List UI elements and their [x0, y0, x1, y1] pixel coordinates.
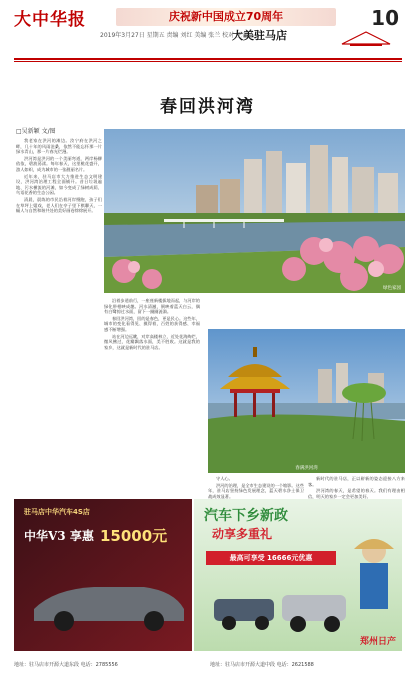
page-number: 10 — [371, 6, 399, 30]
pavilion-icon — [338, 28, 394, 48]
paragraph: 我老家在洪河的滩边。汝宁府在洪河之畔，几十年的风雨沧桑，依然不能忘怀那一片绿水青山，那一片春光烂漫。 — [16, 138, 102, 155]
photo1-caption: 绿色家园 — [383, 286, 401, 291]
newspaper-logo: 大中华报 — [14, 10, 86, 30]
ad-left-slogan: 中华V3 享惠 — [24, 529, 94, 543]
paragraph: 近年来，驻马店市大力推进生态文明建设，洪河湾治理工程全面铺开。昔日垃圾遍地、污水横流的河滩，如今变成了绿树成荫、鸟语花香的生态公园。 — [16, 173, 102, 196]
dateline: 2019年3月27日 星期五 责编 刘红 美编 张兰 校对 王菲 — [100, 32, 249, 39]
ad-brand: 郑州日产 — [359, 637, 396, 647]
paragraph: 洪河的治理，是全市生态建设的一个缩影。这些年，驻马店坚持绿色发展理念，蓝天碧水净土保卫战成效显著。 — [208, 482, 304, 499]
ad-left-dealer: 驻马店中华汽车4S店 — [24, 508, 90, 516]
paragraph: 新时代的驻马店，正以崭新的姿态迎接八方来客。 — [308, 476, 405, 487]
ad-footer — [14, 661, 402, 668]
header-rule — [14, 58, 402, 60]
paragraph: 清晨，晨练的市民沿着河岸慢跑，孩子们在草坪上嬉戏，老人们在亭子里下棋聊天，一幅人与自然和谐共处的美好画卷徐徐展开。 — [16, 196, 102, 214]
paragraph: 洪河湾的春天，是希望的春天。我们有理由相信，明天的家乡一定会更加美好。 — [308, 488, 405, 499]
ad-left-price: 15000元 — [100, 527, 168, 545]
article-byline: □吴新颖 文/图 — [16, 128, 56, 135]
footer-left: 地址：驻马店市开源大道东段 电话：2785556 — [14, 662, 118, 668]
paragraph: 站在河边远眺，对岸高楼林立，近处花海绚烂，微风拂过，花瓣飘落水面，美不胜收。这就是我的家乡，这就是新时代的驻马店。 — [104, 333, 200, 350]
ad-right-offer: 最高可享受 16666元优惠 — [206, 551, 336, 565]
article-column-2 — [104, 298, 200, 494]
anniversary-banner: 庆祝新中国成立70周年 — [116, 8, 336, 26]
article-title: 春回洪河湾 — [160, 97, 255, 117]
article-column-5 — [308, 476, 405, 499]
paragraph: 洪河湾是洪河的一个美丽弯道，两岸杨柳依依，碧波荡漾。每年春天，这里桃花盛开，游人如织，成为城市的一张靓丽名片。 — [16, 155, 102, 172]
section-title: 大美驻马店 — [232, 29, 287, 42]
article-column-1 — [16, 138, 102, 494]
paragraph: 春回洪河湾，回的是春色，更是民心。这些年，城市的变化看得见、摸得着，百姓的获得感、幸福感不断增强。 — [104, 315, 200, 332]
pavilion-photo — [208, 329, 405, 473]
masthead — [0, 0, 415, 60]
paragraph: 沿着步道前行，一座座新楼拔地而起，与河岸的绿化带相映成趣。河水清澈，倒映着蓝天白云，偶有白鹭掠过水面，留下一圈圈涟漪。 — [104, 298, 200, 315]
ad-right-title: 汽车下乡新政 — [204, 508, 288, 524]
car-advertisement — [14, 499, 402, 651]
header-rule-thin — [14, 61, 402, 62]
ad-right-subtitle: 动享多重礼 — [212, 527, 273, 541]
article-column-4 — [208, 476, 304, 499]
river-city-photo — [104, 129, 405, 293]
paragraph: 守人心。 — [216, 476, 233, 481]
photo2-caption: 春满洪河湾 — [295, 466, 318, 471]
footer-right: 地址：驻马店市开源大道中段 电话：2621588 — [210, 662, 314, 668]
